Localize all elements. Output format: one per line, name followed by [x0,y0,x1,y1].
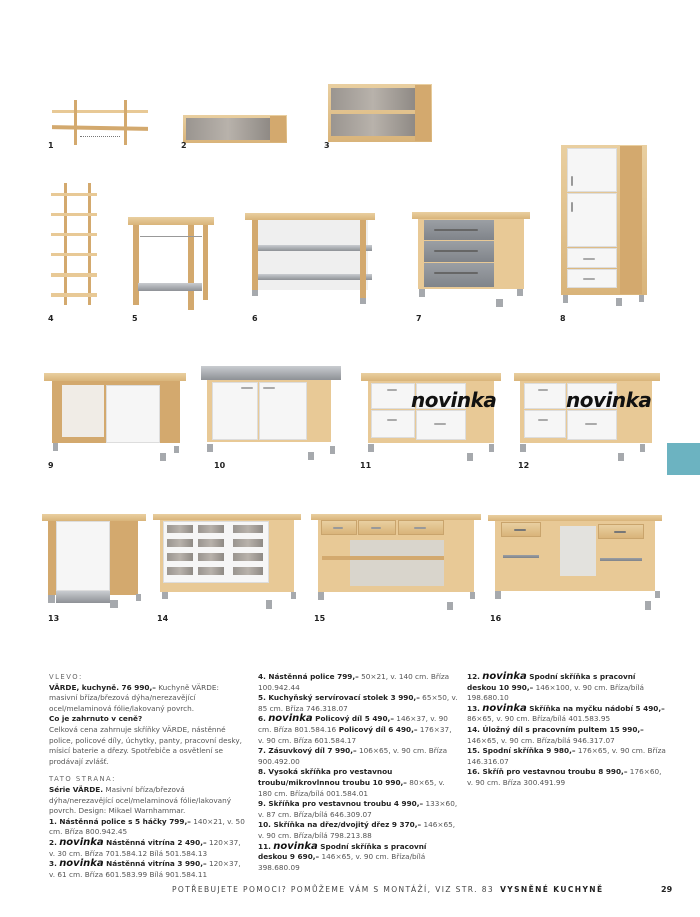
product-number: 7 [416,314,422,323]
text-fragment: 140×21, v. 50 cm. Bříza 800.942.45 [49,816,245,837]
text-fragment: 10. [258,820,271,830]
novinka-badge: novinka [411,388,497,412]
text-fragment: 146×65, v. 90 cm. Bříza/bílá 398.680.09 [258,852,426,872]
footer-help-text: POTŘEBUJETE POMOCI? POMŮŽEME VÁM S MONTÁŽÍ, VIZ STR. 83 [172,885,495,894]
text-fragment: 15. [467,746,480,756]
text-fragment: Zásuvkový díl 7 990,– [265,746,357,756]
product-number: 13 [48,614,60,623]
product-number: 3 [324,141,330,150]
text-column-left [49,672,245,880]
item-2 [49,838,245,859]
item-10 [258,820,458,841]
product-number: 1 [48,141,54,150]
text-fragment: 2. [49,837,57,847]
product-number: 12 [518,461,530,470]
item-13 [467,704,667,725]
text-fragment: 176×65, v. 90 cm. Bříza 146.316.07 [467,746,666,766]
text-fragment: 146×65, v. 90 cm. Bříza/bílá 946.317.07 [467,735,615,745]
text-fragment: 12. [467,672,480,681]
text-fragment: Skříňka pro vestavnou troubu 4 990,– [265,799,424,809]
text-fragment: 120×37, v. 30 cm. Bříza 701.584.12 Bílá 501.584.13 [49,837,241,858]
text-fragment: Nástěnná police s 5 háčky 799,– [56,816,191,826]
item-6 [258,714,458,746]
text-fragment: Úložný díl s pracovním pultem 15 990,– [479,724,644,734]
text-fragment: 9. [258,799,266,809]
text-fragment: 5. [258,693,266,703]
text-fragment: 13. [467,703,480,713]
text-fragment: 80×65, v. 180 cm. Bříza/bílá 001.584.01 [258,777,445,798]
kitchen-title: VÄRDE, kuchyně. 76 990,– [49,682,156,692]
text-fragment: 11. [258,841,271,851]
text-fragment: 176×37, v. 90 cm. Bříza 601.584.17 [258,724,452,745]
text-fragment: 7. [258,746,266,756]
text-fragment: novinka [268,713,313,725]
item-8 [258,767,458,799]
product-number: 9 [48,461,54,470]
text-fragment: 16. [467,767,480,777]
text-fragment: 65×50, v. 85 cm. Bříza 746.318.07 [258,693,458,713]
text-fragment: 120×37, v. 61 cm. Bříza 601.583.99 Bílá 901.584.11 [49,859,241,879]
text-fragment: 3. [49,859,57,869]
footer [172,885,604,894]
text-fragment: Skříňka na dřez/dvojitý dřez 9 370,– [270,820,422,830]
text-fragment: 146×37, v. 90 cm. Bříza 801.584.16 [258,714,448,734]
text-fragment: 50×21, v. 140 cm. Bříza 100.942.44 [258,672,450,692]
series-desc: Masivní bříza/březová dýha/nerezavějící ocel/melaminová fólie/lakovaný povrch. Design: Mikael Warnhammar. [49,784,232,816]
product-number: 5 [132,314,138,323]
product-number: 16 [490,614,502,623]
text-fragment: Spodní skříňka s pracovní deskou 9 690,– [258,841,427,862]
page-number: 29 [661,885,673,894]
text-fragment: 4. [258,672,266,681]
text-fragment: Policový díl 5 490,– [312,714,394,724]
text-fragment: novinka [59,858,104,870]
kitchen-desc: Kuchyně VÄRDE: masivní bříza/březová dýha/nerezavějící ocel/melaminová fólie/lakovaný povrch. [49,682,219,713]
text-fragment: Vysoká skříňka pro vestavnou troubu/mikrovlnnou troubu 10 990,– [258,767,407,787]
novinka-badge: novinka [566,388,652,412]
item-11 [258,842,458,874]
product-number: 15 [314,614,326,623]
text-column-right [467,672,667,789]
text-column-middle [258,672,458,873]
item-12 [467,672,667,704]
item-9 [258,799,458,820]
product-number: 8 [560,314,566,323]
text-fragment: novinka [482,671,527,682]
section-heading-left: VLEVO: [49,673,83,681]
text-fragment: Nástěnná vitrína 2 490,– [103,837,207,847]
product-number: 2 [181,141,187,150]
product-number: 14 [157,614,169,623]
text-fragment: novinka [273,840,318,852]
text-fragment: 106×65, v. 90 cm. Bříza 900.492.00 [258,746,448,766]
included-answer: Celková cena zahrnuje skříňky VÄRDE, nástěnné police, policové díly, úchytky, panty, pracovní desky, mísicí baterie a dřezy. Spotřebiče a osvětlení se prodávají zvlášť. [49,724,242,766]
text-fragment: Spodní skříňka s pracovní deskou 10 990,– [467,672,636,692]
section-heading-page: TATO STRANA: [49,775,116,784]
product-number: 6 [252,314,258,323]
text-fragment: 86×65, v. 90 cm. Bříza/bílá 401.583.95 [467,714,611,724]
item-16 [467,767,667,788]
product-number: 10 [214,461,226,470]
item-3 [49,859,245,880]
text-fragment: novinka [59,836,104,848]
section-tab-marker [667,443,700,475]
item-4 [258,672,458,693]
item-7 [258,746,458,767]
footer-section-title: VYSNĚNÉ KUCHYNĚ [500,885,604,894]
text-fragment: 14. [467,724,480,734]
text-fragment: novinka [482,702,527,714]
text-fragment: 146×100, v. 90 cm. Bříza/bílá 198.680.10 [467,682,644,703]
series-title: Série VÄRDE. [49,784,104,794]
text-fragment: Spodní skříňka 9 980,– [479,746,576,756]
text-fragment: Kuchyňský servírovací stolek 3 990,– [265,693,420,703]
text-fragment: 8. [258,767,266,777]
text-fragment: 146×65, v. 90 cm. Bříza/bílá 798.213.88 [258,820,456,840]
item-5 [258,693,458,714]
text-fragment: Nástěnná vitrína 3 990,– [103,859,207,869]
text-fragment: Skříň pro vestavnou troubu 8 990,– [479,767,628,777]
text-fragment: Nástěnná police 799,– [265,672,359,681]
included-question: Co je zahrnuto v ceně? [49,714,143,724]
text-fragment: 1. [49,816,57,826]
text-fragment: 6. [258,714,266,724]
item-1 [49,817,245,838]
product-number: 11 [360,461,372,470]
item-14 [467,725,667,746]
text-fragment: Policový díl 6 490,– [336,724,418,734]
text-fragment: 133×60, v. 87 cm. Bříza/bílá 646.309.07 [258,799,458,819]
text-fragment: 176×60, v. 90 cm. Bříza 300.491.99 [467,767,662,787]
item-15 [467,746,667,767]
product-number: 4 [48,314,54,323]
text-fragment: Skříňka na myčku nádobí 5 490,– [526,703,665,713]
